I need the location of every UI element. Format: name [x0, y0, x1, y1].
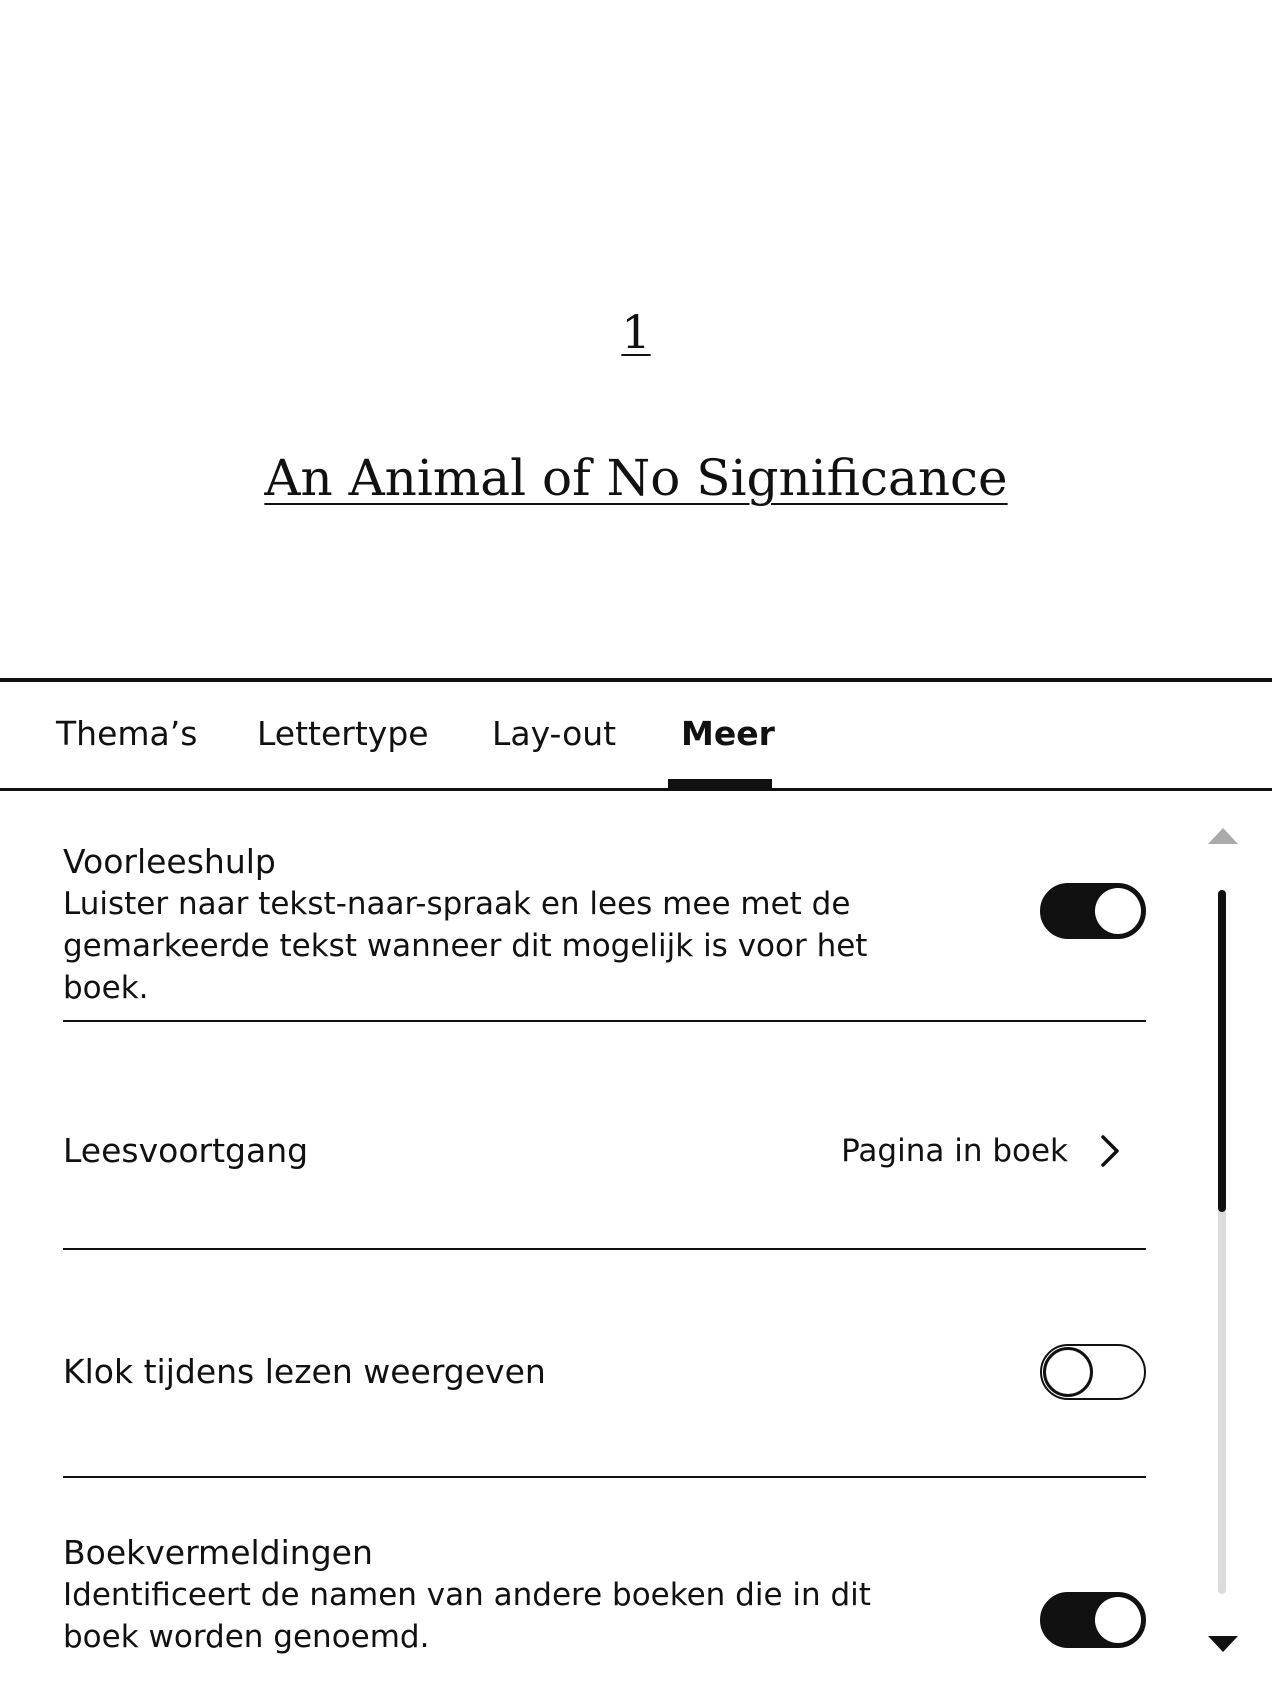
toggle-knob [1043, 1347, 1093, 1397]
tab-themes[interactable]: Thema’s [56, 714, 198, 753]
voorleeshulp-toggle[interactable] [1040, 883, 1146, 939]
triangle-up-icon[interactable] [1208, 828, 1238, 844]
setting-row-klok [63, 1250, 1146, 1478]
klok-toggle[interactable] [1040, 1344, 1146, 1400]
setting-title: Leesvoortgang [63, 1131, 309, 1170]
triangle-down-icon[interactable] [1208, 1636, 1238, 1652]
scroll-track[interactable] [1218, 890, 1226, 1594]
setting-description: Identificeert de namen van andere boeken die in dit boek worden genoemd. [63, 1577, 871, 1655]
settings-scrollbar[interactable] [1204, 828, 1240, 1654]
chapter-title: An Animal of No Significance [264, 449, 1008, 507]
toggle-knob [1095, 1597, 1141, 1643]
settings-tab-bar [0, 682, 1272, 791]
settings-list[interactable] [0, 791, 1272, 1700]
setting-description: Luister naar tekst-naar-spraak en lees mee met de gemarkeerde tekst wanneer dit mogelijk is voor het boek. [63, 886, 868, 1006]
leesvoortgang-value: Pagina in boek [841, 1133, 1068, 1169]
tab-font[interactable]: Lettertype [257, 714, 429, 753]
setting-title: Voorleeshulp [63, 842, 276, 881]
reading-settings-sheet [0, 678, 1272, 1696]
chapter-number: 1 [621, 305, 651, 359]
book-page[interactable] [0, 0, 1272, 678]
tab-layout[interactable]: Lay-out [492, 714, 617, 753]
scroll-thumb[interactable] [1218, 890, 1226, 1212]
setting-row-voorleeshulp [63, 791, 1146, 1022]
tab-more[interactable]: Meer [681, 714, 775, 753]
leesvoortgang-selector[interactable] [841, 1130, 1120, 1172]
chevron-right-icon [1100, 1135, 1120, 1167]
setting-row-leesvoortgang[interactable] [63, 1022, 1146, 1250]
setting-title: Boekvermeldingen [63, 1533, 373, 1572]
setting-title: Klok tijdens lezen weergeven [63, 1352, 546, 1391]
boekvermeldingen-toggle[interactable] [1040, 1592, 1146, 1648]
active-tab-indicator [668, 779, 772, 789]
setting-row-boekvermeldingen [63, 1478, 1146, 1700]
toggle-knob [1095, 888, 1141, 934]
